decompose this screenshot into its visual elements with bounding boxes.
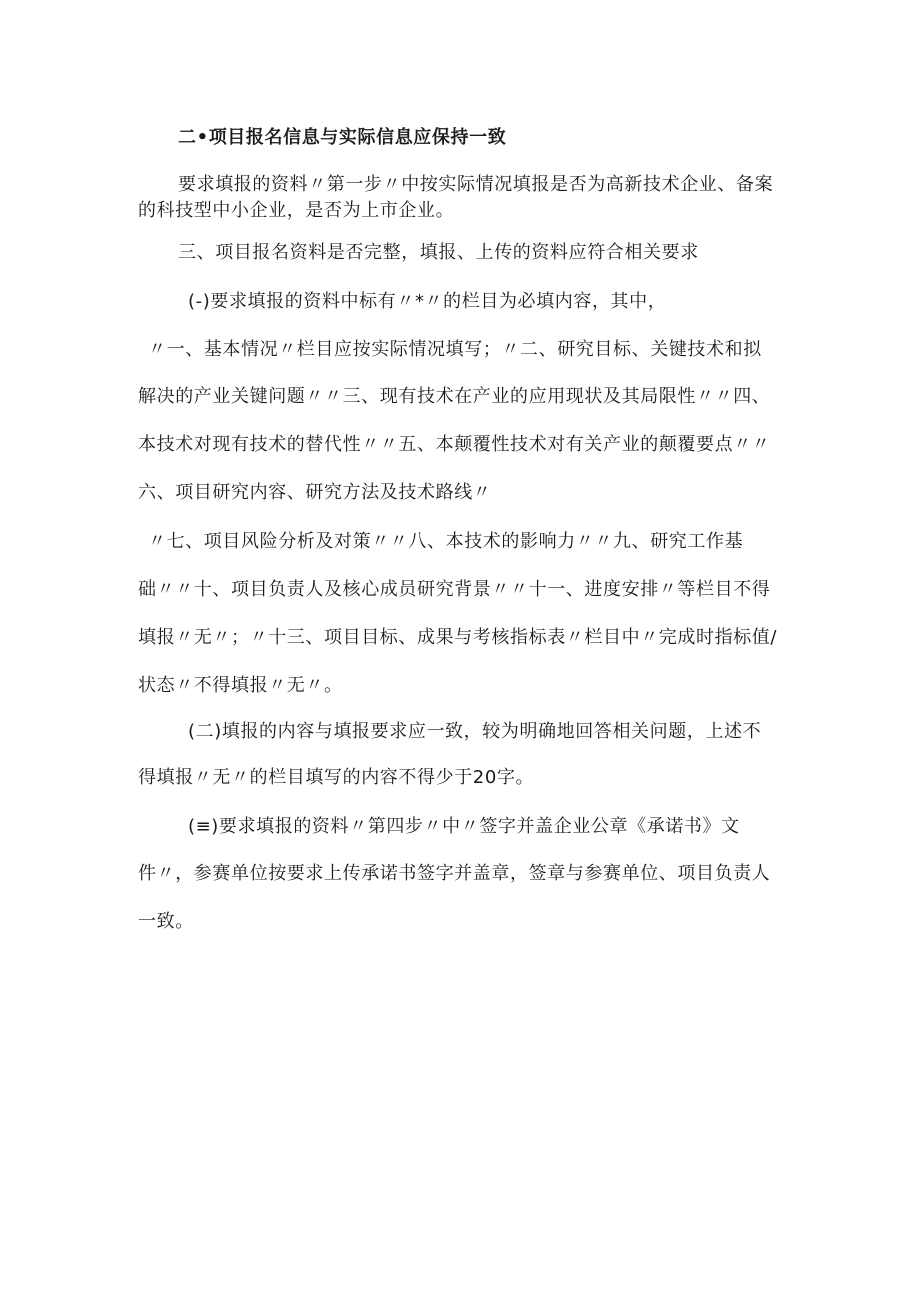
item-1-list-a-line-1: 〃一、基本情况〃栏目应按实际情况填写；〃二、研究目标、关键技术和拟 — [148, 339, 762, 360]
item-1-intro: (-)要求填报的资料中标有〃*〃的栏目为必填内容，其中， — [188, 291, 667, 312]
item-1-list-a-line-2: 解决的产业关键问题〃〃三、现有技术在产业的应用现状及其局限性〃〃四、 — [138, 386, 771, 407]
item-1-list-a-line-4: 六、项目研究内容、研究方法及技术路线〃 — [138, 482, 492, 503]
item-1-list-b-line-1: 〃七、项目风险分析及对策〃〃八、本技术的影响力〃〃九、研究工作基 — [148, 531, 744, 552]
item-1-list-b-line-4: 状态〃不得填报〃无〃。 — [138, 675, 343, 696]
item-1-list-b-line-2: 础〃〃十、项目负责人及核心成员研究背景〃〃十一、进度安排〃等栏目不得 — [138, 579, 771, 600]
item-3-line-1: (≡)要求填报的资料〃第四步〃中〃签字并盖企业公章《承诺书》文 — [188, 816, 740, 837]
item-3-line-3: 一致。 — [138, 911, 194, 932]
section-2-heading: 二•项目报名信息与实际信息应保持一致 — [178, 127, 507, 148]
item-3-line-2: 件〃，参赛单位按要求上传承诺书签字并盖章，签章与参赛单位、项目负责人 — [138, 863, 771, 884]
item-1-list-a-line-3: 本技术对现有技术的替代性〃〃五、本颠覆性技术对有关产业的颠覆要点〃〃 — [138, 434, 771, 455]
item-2-line-1: (二)填报的内容与填报要求应一致，较为明确地回答相关问题，上述不 — [188, 721, 762, 742]
item-2-line-2: 得填报〃无〃的栏目填写的内容不得少于20字。 — [138, 767, 535, 788]
section-3-heading: 三、项目报名资料是否完整，填报、上传的资料应符合相关要求 — [178, 242, 699, 263]
item-1-list-b-line-3: 填报〃无〃；〃十三、项目目标、成果与考核指标表〃栏目中〃完成时指标值/ — [138, 627, 778, 648]
section-2-body-line-1: 要求填报的资料〃第一步〃中按实际情况填报是否为高新技术企业、备案 — [178, 174, 774, 195]
section-2-body-line-2: 的科技型中小企业，是否为上市企业。 — [138, 200, 455, 221]
